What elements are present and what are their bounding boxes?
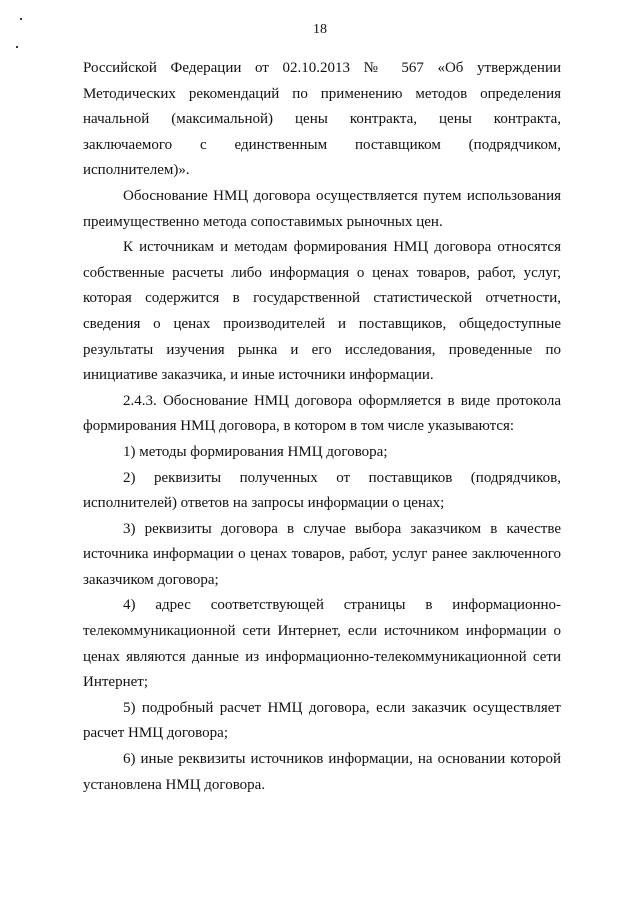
paragraph: 2.4.3. Обоснование НМЦ договора оформляется в виде протокола формирования НМЦ договора, в котором в том числе указываются: <box>83 392 561 435</box>
paragraph: К источникам и методам формирования НМЦ договора относятся собственные расчеты либо информация о ценах товаров, работ, услуг, которая содержится в государственной статистической отчетности, сведения о ценах производителей и поставщиков, общедоступные результаты изучения рынка и его исследования, проведенные по инициативе заказчика, и иные источники информации. <box>83 239 561 384</box>
list-item: 2) реквизиты полученных от поставщиков (подрядчиков, исполнителей) ответов на запросы информации о ценах; <box>83 469 561 512</box>
paragraph: Обоснование НМЦ договора осуществляется путем использования преимущественно метода сопоставимых рыночных цен. <box>83 187 561 230</box>
scan-artifact-dot <box>16 46 18 48</box>
list-item: 4) адрес соответствующей страницы в информационно-телекоммуникационной сети Интернет, если источником информации о ценах являются данные из информационно-телекоммуникационной сети Интернет; <box>83 597 561 691</box>
paragraph: Российской Федерации от 02.10.2013 № 567 «Об утверждении Методических рекомендаций по применению методов определения начальной (максимальной) цены контракта, цены контракта, заключаемого с единственным поставщиком (подрядчиком, исполнителем)». <box>83 60 561 179</box>
list-item: 1) методы формирования НМЦ договора; <box>123 443 388 460</box>
page-number: 18 <box>313 22 327 37</box>
list-item: 3) реквизиты договора в случае выбора заказчиком в качестве источника информации о ценах товаров, работ, услуг ранее заключенного заказчиком договора; <box>83 520 561 588</box>
body-text <box>83 56 561 798</box>
scan-artifact-dot <box>20 18 22 20</box>
list-item: 5) подробный расчет НМЦ договора, если заказчик осуществляет расчет НМЦ договора; <box>83 699 561 742</box>
list-item: 6) иные реквизиты источников информации, на основании которой установлена НМЦ договора. <box>83 751 561 793</box>
